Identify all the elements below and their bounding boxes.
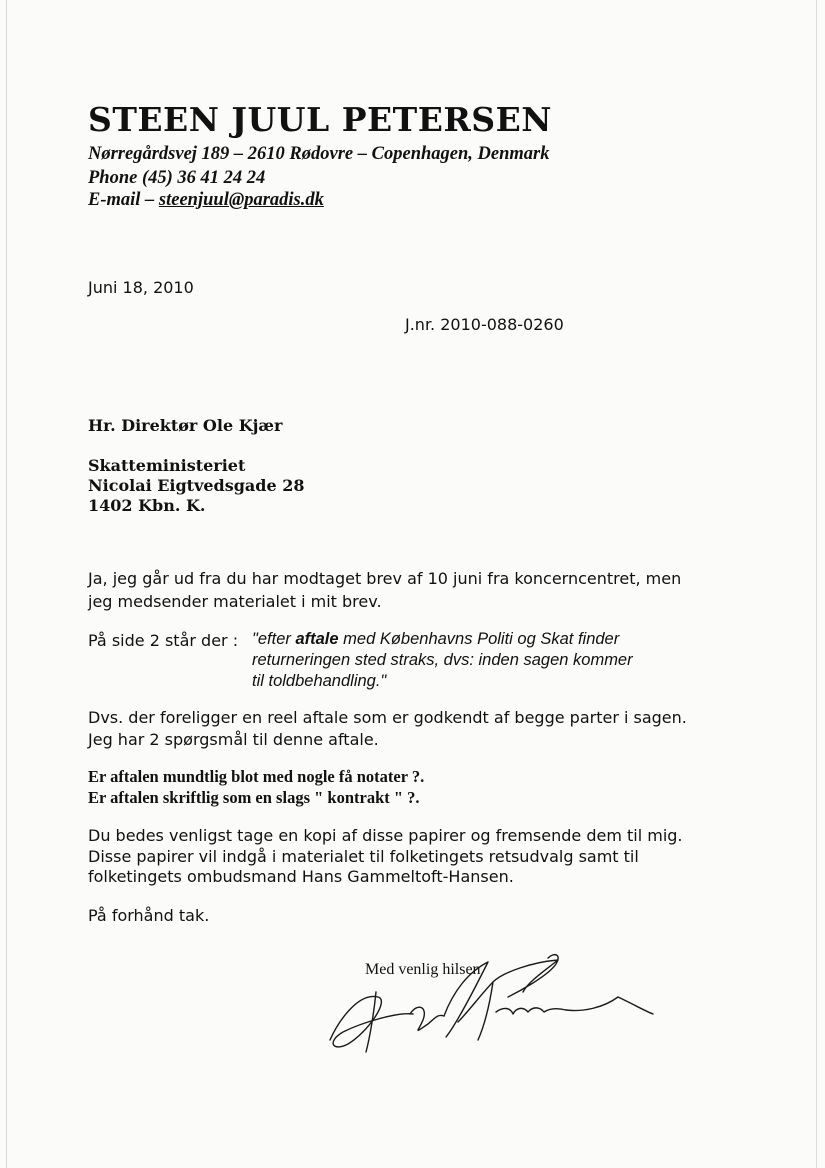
scan-edge-left (6, 0, 7, 1168)
sender-email-line (88, 190, 324, 211)
paragraph-2-line-1: Dvs. der foreligger en reel aftale som er godkendt af begge parter i sagen. (88, 708, 687, 727)
reference-number: J.nr. 2010-088-0260 (405, 315, 564, 334)
quote-line-1 (252, 630, 619, 649)
sender-phone: Phone (45) 36 41 24 24 (88, 168, 266, 188)
paragraph-1-line-2: jeg medsender materialet i mit brev. (88, 592, 382, 611)
paragraph-1-line-1: Ja, jeg går ud fra du har modtaget brev af 10 juni fra koncerncentret, men (88, 569, 682, 588)
paragraph-3-line-1: Du bedes venligst tage en kopi af disse papirer og fremsende dem til mig. (88, 826, 683, 845)
question-1: Er aftalen mundtlig blot med nogle få notater ?. (88, 767, 425, 786)
question-2: Er aftalen skriftlig som en slags " kontrakt " ?. (88, 788, 420, 807)
paragraph-2-line-2: Jeg har 2 spørgsmål til denne aftale. (88, 730, 379, 749)
quote-line-2: returneringen sted straks, dvs: inden sagen kommer (252, 651, 633, 669)
closing-text: Med venlig hilsen (365, 961, 481, 978)
quote-line-3: til toldbehandling." (252, 672, 387, 690)
quote-line-1-bold: aftale (295, 630, 339, 648)
sender-email-prefix: E-mail – (88, 190, 159, 210)
paragraph-3-line-2: Disse papirer vil indgå i materialet til folketingets retsudvalg samt til (88, 847, 639, 866)
sender-email-link[interactable]: steenjuul@paradis.dk (158, 190, 324, 210)
handwritten-signature (318, 952, 658, 1062)
thanks-line: På forhånd tak. (88, 906, 210, 925)
quote-label: På side 2 står der : (88, 631, 239, 650)
paragraph-3-line-3: folketingets ombudsmand Hans Gammeltoft-Hansen. (88, 867, 514, 886)
quote-line-1-pre: "efter (252, 630, 296, 648)
recipient-city: 1402 Kbn. K. (88, 496, 206, 515)
recipient-street: Nicolai Eigtvedsgade 28 (88, 476, 305, 495)
recipient-organization: Skatteministeriet (88, 456, 246, 475)
recipient-name: Hr. Direktør Ole Kjær (88, 416, 283, 435)
letter-date: Juni 18, 2010 (88, 278, 194, 297)
sender-address: Nørregårdsvej 189 – 2610 Rødovre – Copenhagen, Denmark (88, 144, 550, 164)
sender-name: STEEN JUUL PETERSEN (88, 100, 552, 139)
scan-edge-right (816, 0, 817, 1168)
quote-line-1-post: med Københavns Politi og Skat finder (338, 630, 620, 648)
